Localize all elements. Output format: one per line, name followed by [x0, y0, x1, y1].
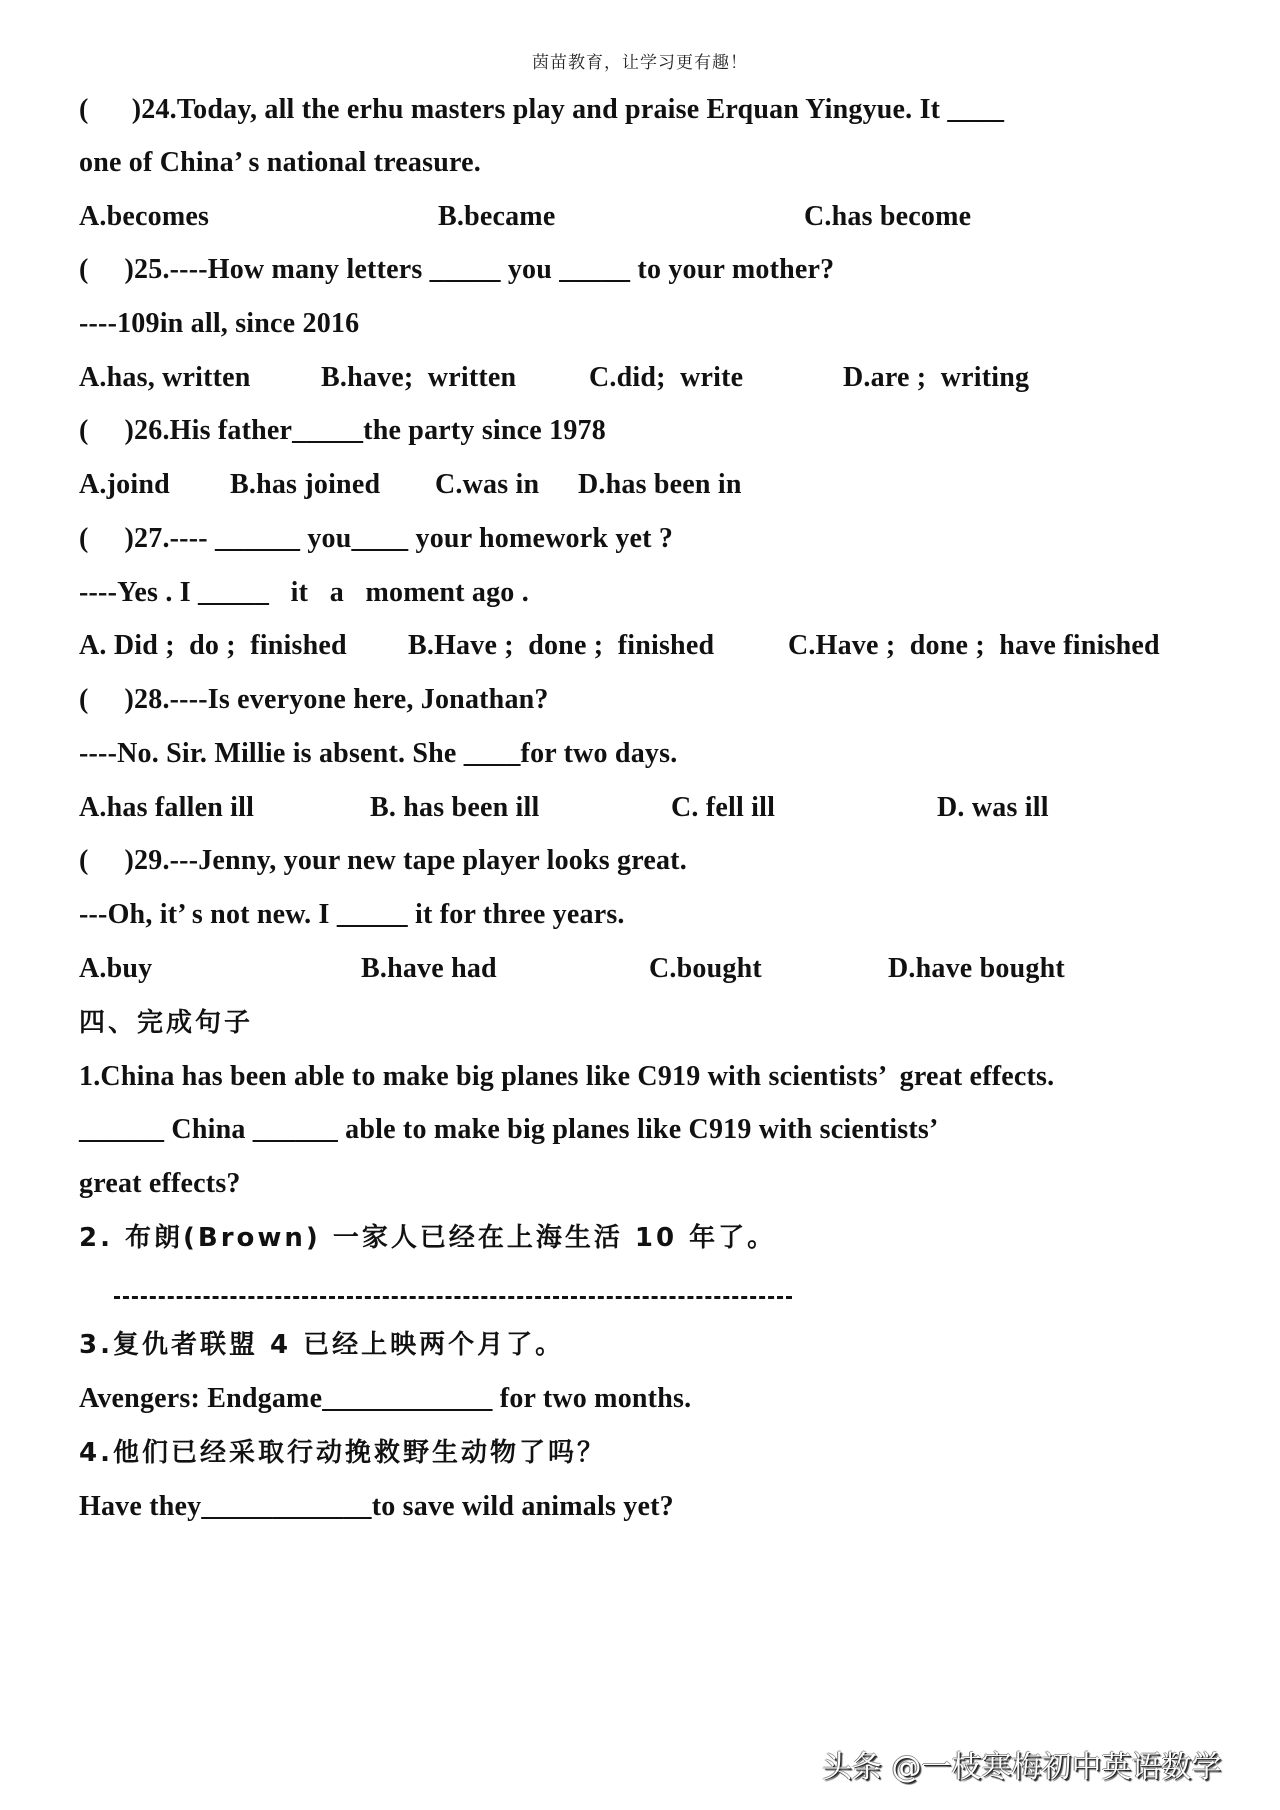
option-a: A.becomes [79, 201, 210, 232]
option-d: D.have bought [888, 953, 1065, 984]
option-d: D.are ; writing [843, 362, 1030, 393]
question-29-answer: ---Oh, it’ s not new. I _____ it for three years. [79, 899, 625, 930]
question-28-answer: ----No. Sir. Millie is absent. She ____for two days. [79, 738, 678, 769]
option-d: D. was ill [937, 792, 1049, 823]
question-28-options [79, 788, 1179, 828]
question-27-stem: ( )27.---- ______ you____ your homework yet ? [79, 523, 674, 554]
sentence-4-prompt: 4.他们已经采取行动挽救野生动物了吗？ [79, 1438, 606, 1468]
option-b: B.have had [361, 953, 497, 984]
option-c: C.bought [649, 953, 762, 984]
option-b: B.Have ; done ; finished [408, 630, 715, 661]
question-26-stem: ( )26.His father_____the party since 1978 [79, 415, 606, 446]
question-26-options [79, 465, 1179, 505]
option-a: A.buy [79, 953, 153, 984]
question-24-options [79, 197, 1179, 237]
option-a: A. Did ; do ; finished [79, 630, 347, 661]
sentence-1-original: 1.China has been able to make big planes like C919 with scientists’ great effects. [79, 1061, 1055, 1092]
question-25-stem: ( )25.----How many letters _____ you _____ to your mother? [79, 254, 835, 285]
option-a: A.has, written [79, 362, 251, 393]
option-c: C.did; write [589, 362, 744, 393]
question-29-options [79, 949, 1179, 989]
option-b: B. has been ill [370, 792, 540, 823]
option-b: B.has joined [230, 469, 381, 500]
question-24-stem: ( )24.Today, all the erhu masters play and praise Erquan Yingyue. It ____ [79, 94, 1005, 125]
page-header: 茵苗教育，让学习更有趣！ [532, 53, 748, 73]
question-27-answer: ----Yes . I _____ it a moment ago . [79, 577, 529, 608]
option-c: C.Have ; done ; have finished [788, 630, 1160, 661]
sentence-2-answer-blank [114, 1296, 792, 1299]
watermark: 头条 @一枝寒梅初中英语数学 [822, 1750, 1222, 1785]
option-b: B.became [438, 201, 556, 232]
sentence-1-rewrite-cont: great effects? [79, 1168, 241, 1199]
sentence-1-rewrite: ______ China ______ able to make big planes like C919 with scientists’ [79, 1114, 939, 1145]
question-25-options [79, 358, 1179, 398]
question-25-answer: ----109in all, since 2016 [79, 308, 360, 339]
option-b: B.have; written [321, 362, 517, 393]
option-c: C.has become [804, 201, 972, 232]
question-24-stem-cont: one of China’ s national treasure. [79, 147, 481, 178]
question-28-stem: ( )28.----Is everyone here, Jonathan? [79, 684, 549, 715]
sentence-4-fill: Have they____________to save wild animals yet? [79, 1491, 674, 1522]
option-d: D.has been in [578, 469, 742, 500]
option-a: A.has fallen ill [79, 792, 255, 823]
option-a: A.joind [79, 469, 170, 500]
option-c: C.was in [435, 469, 540, 500]
sentence-3-prompt: 3.复仇者联盟 4 已经上映两个月了。 [79, 1330, 565, 1360]
sentence-2-prompt: 2. 布朗(Brown) 一家人已经在上海生活 10 年了。 [79, 1223, 777, 1253]
option-c: C. fell ill [671, 792, 776, 823]
question-29-stem: ( )29.---Jenny, your new tape player looks great. [79, 845, 687, 876]
question-27-options [79, 626, 1229, 666]
sentence-3-fill: Avengers: Endgame____________ for two months. [79, 1383, 692, 1414]
section-title: 四、完成句子 [79, 1008, 254, 1038]
